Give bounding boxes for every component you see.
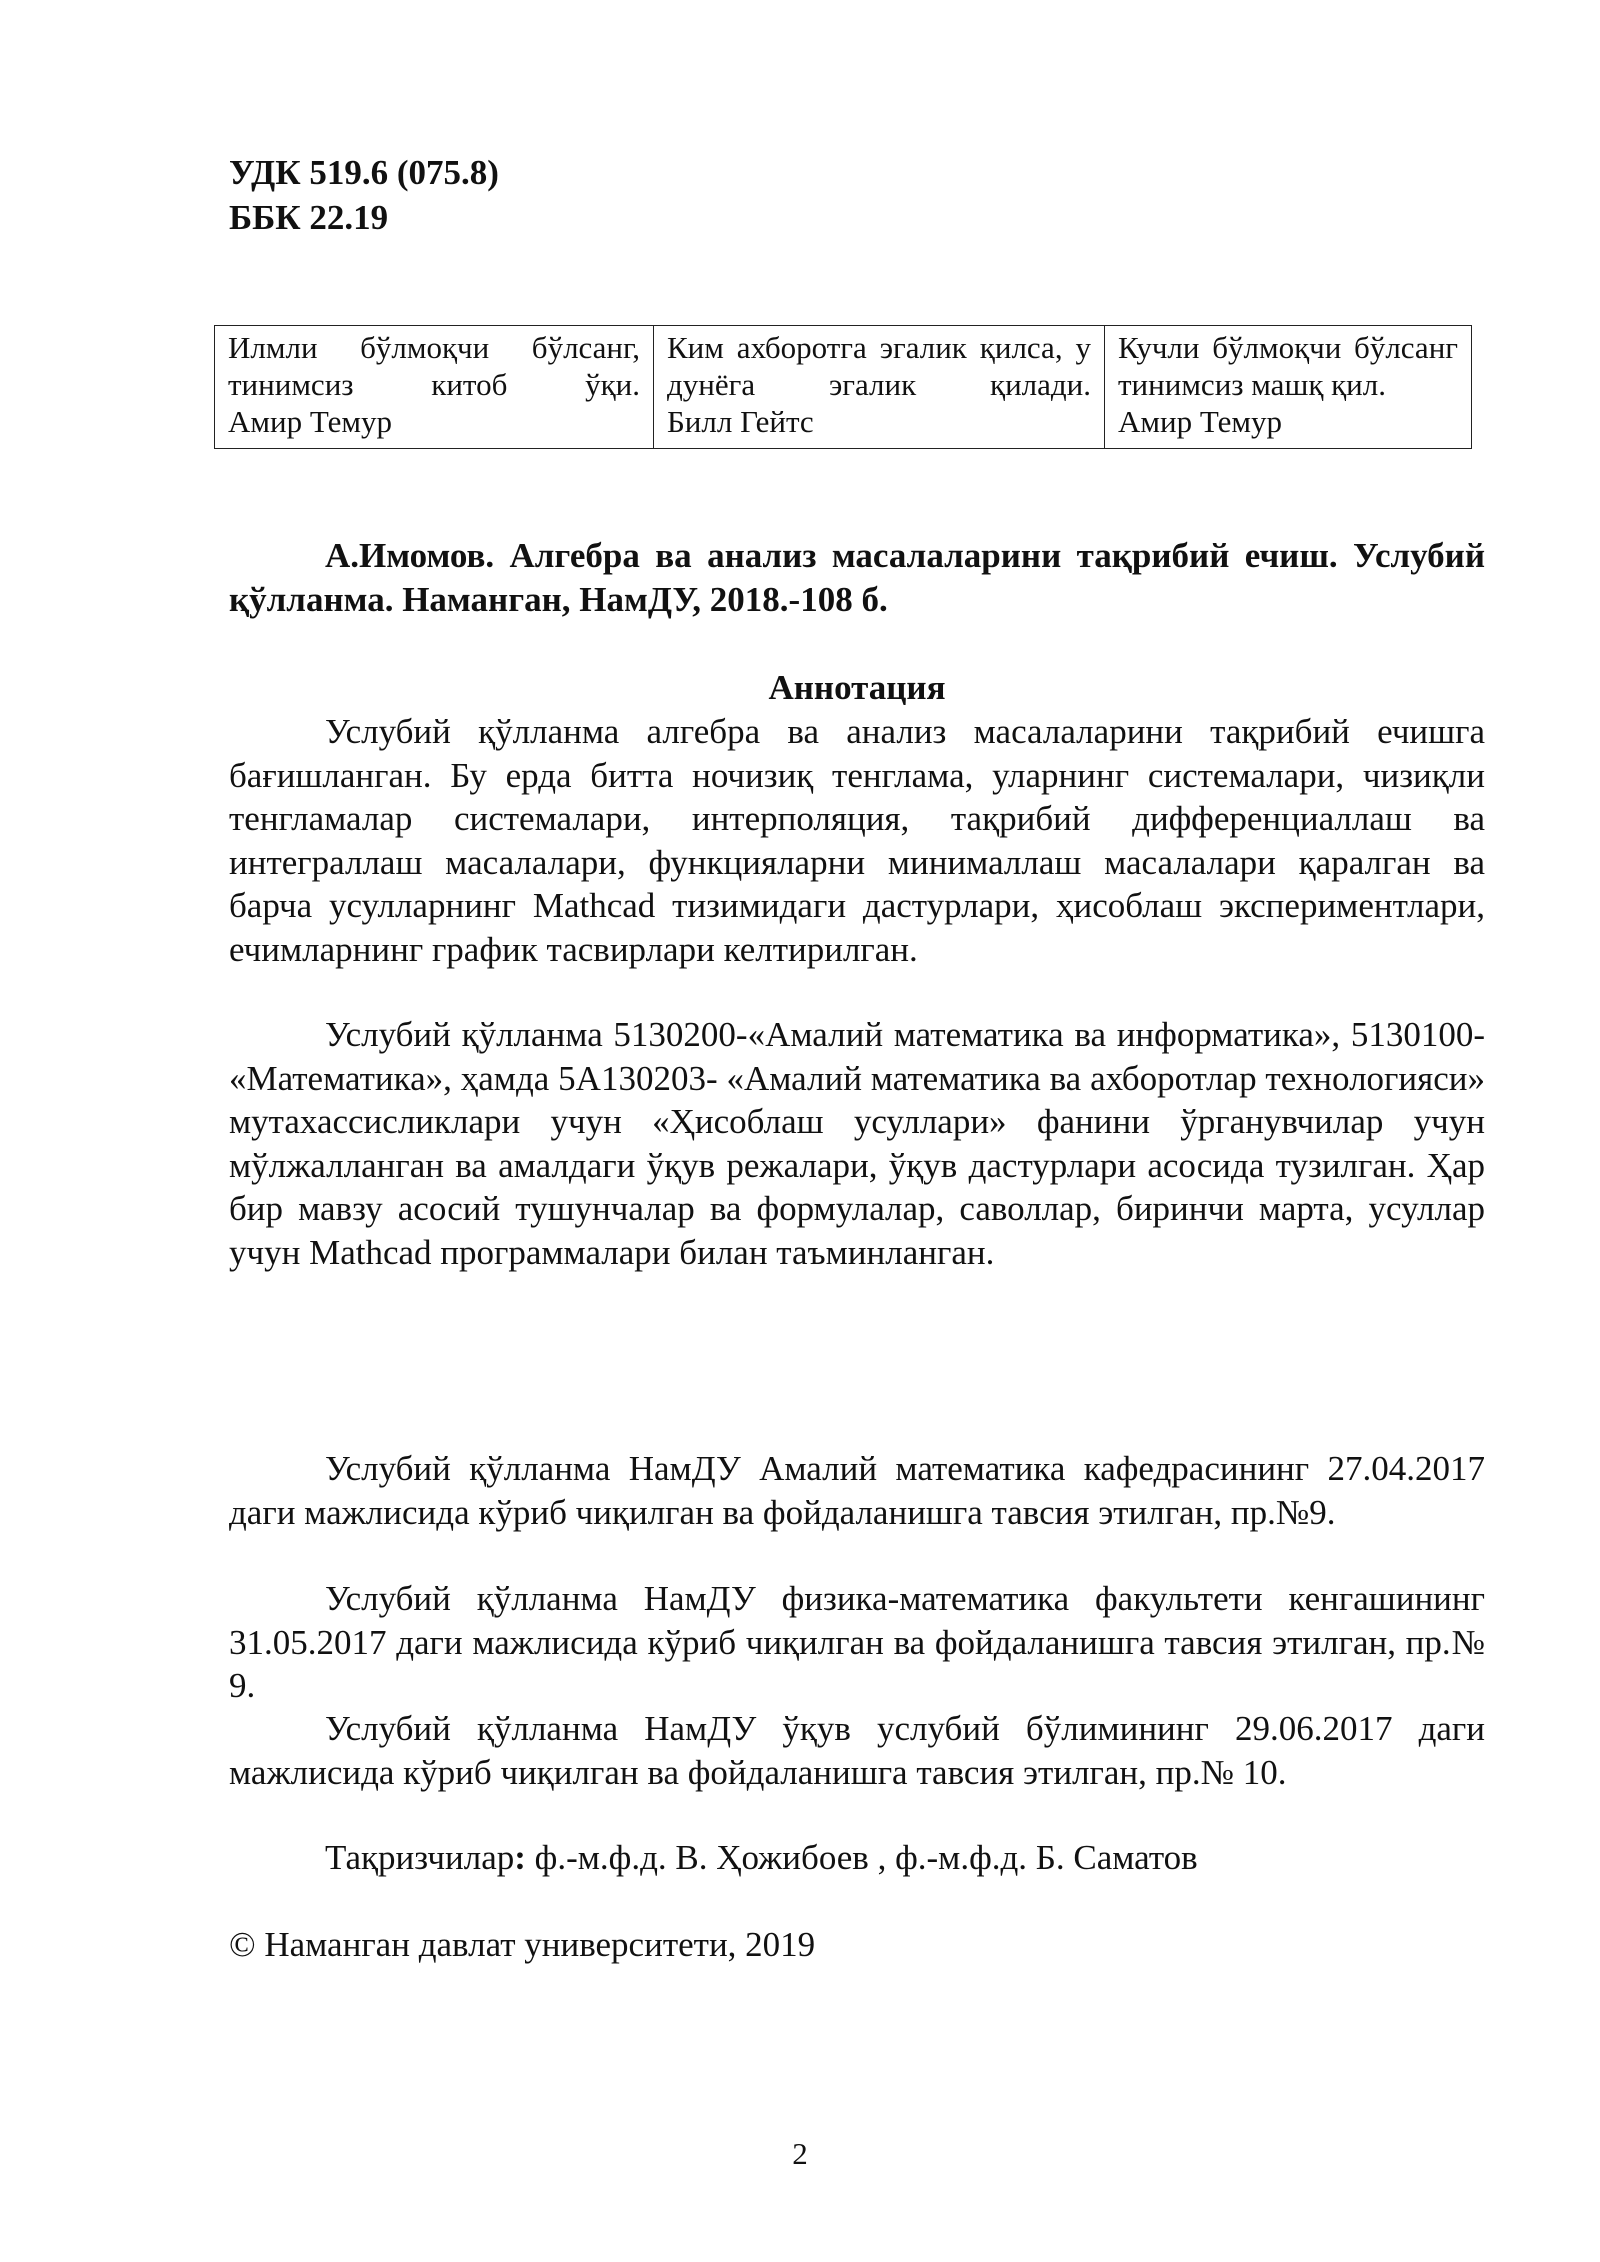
epigraph-text: Кучли бўлмоқчи бўлсанг тинимсиз машқ қил.	[1118, 330, 1458, 402]
copyright-notice: © Наманган давлат университети, 2019	[229, 1925, 816, 1964]
udk-code: УДК 519.6 (075.8)	[229, 153, 499, 192]
reviewers-colon: :	[514, 1838, 526, 1877]
approval-department: Услубий қўлланма НамДУ Амалий математика кафедрасининг 27.04.2017 даги мажлисида кўриб чиқилган ва фойдаланишга тавсия этилган, пр.№9.	[229, 1449, 1485, 1532]
epigraph-cell-3	[1105, 326, 1472, 449]
approval-faculty: Услубий қўлланма НамДУ физика-математика факультети кенгашининг 31.05.2017 даги мажлисида кўриб чиқилган ва фойдаланишга тавсия этилган, пр.№ 9.	[229, 1579, 1485, 1705]
annotation-paragraph-2: Услубий қўлланма 5130200-«Амалий математика ва информатика», 5130100- «Математика», ҳамда 5А130203- «Амалий математика ва ахборотлар технологияси» мутахассисликлари учун «Ҳисоблаш усуллари» фанини ўрганувчилар учун мўлжалланган ва амалдаги ўқув режалари, ўқув дастурлари асосида тузилган. Ҳар бир мавзу асосий тушунчалар ва формулалар, саволлар, биринчи марта, усуллар учун Mathcad программалари билан таъминланган.	[229, 1015, 1485, 1272]
epigraph-text: Ким ахборотга эгалик қилса, у дунёга эгалик қилади.	[667, 330, 1091, 402]
annotation-title: Аннотация	[768, 668, 946, 707]
annotation-paragraph-1: Услубий қўлланма алгебра ва анализ масалаларини тақрибий ечишга бағишланган. Бу ерда битта ночизиқ тенглама, уларнинг системалари, чизиқли тенгламалар системалари, интерполяция, тақрибий дифференциаллаш ва интеграллаш масалалари, функцияларни минималлаш масалалари қаралган ва барча усулларнинг Mathcad тизимидаги дастурлари, ҳисоблаш экспериментлари, ечимларнинг график тасвирлари келтирилган.	[229, 712, 1485, 969]
page-number: 2	[792, 2136, 808, 2171]
classification-codes	[229, 150, 499, 240]
epigraph-author: Билл Гейтс	[667, 404, 814, 439]
reviewers-line	[229, 1836, 1485, 1880]
bibliographic-reference: А.Имомов. Алгебра ва анализ масалаларини тақрибий ечиш. Услубий қўлланма. Наманган, НамДУ, 2018.-108 б.	[229, 536, 1485, 619]
epigraph-table	[214, 325, 1472, 449]
epigraph-cell-2	[654, 326, 1105, 449]
epigraph-row	[215, 326, 1472, 449]
epigraph-cell-1	[215, 326, 654, 449]
bbk-code: ББК 22.19	[229, 198, 389, 237]
reviewers-label: Тақризчилар	[325, 1838, 515, 1877]
epigraph-author: Амир Темур	[1118, 404, 1282, 439]
epigraph-author: Амир Темур	[228, 404, 392, 439]
approval-methodical: Услубий қўлланма НамДУ ўқув услубий бўлимининг 29.06.2017 даги мажлисида кўриб чиқилган ва фойдаланишга тавсия этилган, пр.№ 10.	[229, 1709, 1485, 1792]
epigraph-text: Илмли бўлмоқчи бўлсанг, тинимсиз китоб ўқи.	[228, 330, 640, 402]
reviewers-names: ф.-м.ф.д. В. Ҳожибоев , ф.-м.ф.д. Б. Саматов	[525, 1838, 1198, 1877]
